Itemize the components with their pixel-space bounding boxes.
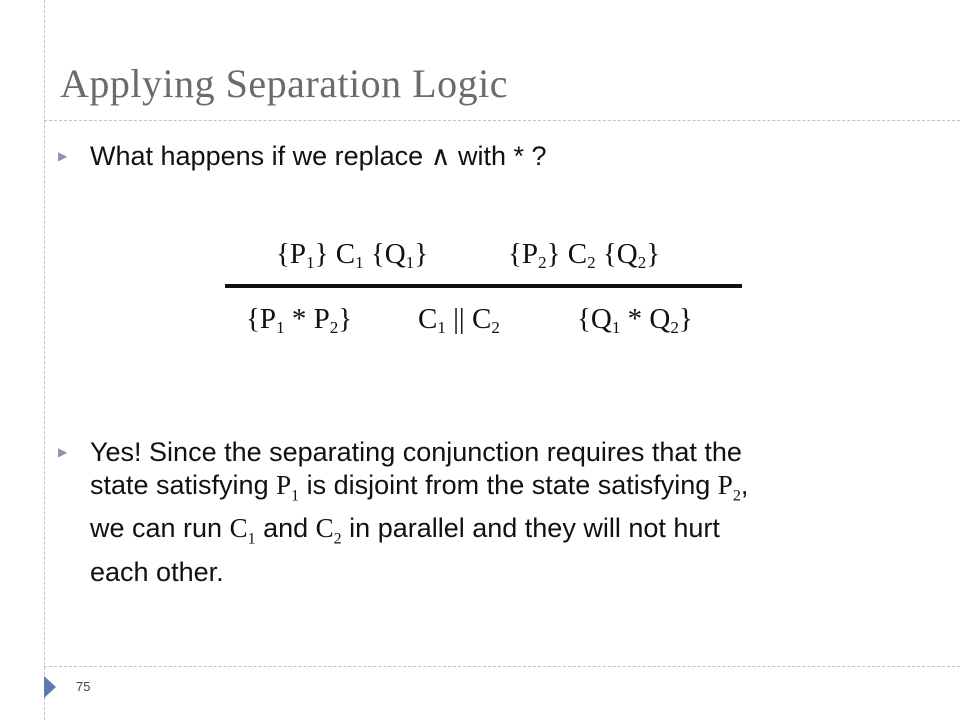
bullet-1-text-before: What happens if we replace: [90, 141, 431, 171]
premise-2: $\{P_2\}$ $C_2$ $\{Q_2\}$: [508, 238, 661, 272]
footer-divider: [44, 666, 960, 667]
triangle-bullet-icon: ▶: [58, 149, 68, 163]
conclusion-pre: $\{P_1 * P_2\}$: [246, 303, 353, 337]
title-divider: [44, 120, 960, 121]
bullet-1-text-after: with * ?: [450, 141, 547, 171]
slide-title: Applying Separation Logic: [60, 61, 508, 106]
bullet-2-text: [90, 436, 930, 589]
inference-rule-line: [225, 284, 742, 288]
triangle-bullet-icon: ▶: [58, 445, 68, 459]
bullet-2-line-3: we can run $C_1$ and $C_2$ in parallel and they will not hurt: [90, 513, 720, 548]
and-symbol: ∧: [430, 141, 451, 171]
bullet-2-line-2: state satisfying $P_1$ is disjoint from the state satisfying $P_2$,: [90, 470, 749, 505]
conclusion-command: $C_1$ || $C_2$: [418, 303, 500, 337]
bullet-1-text: [90, 140, 547, 173]
vertical-guide-line: [44, 0, 45, 720]
corner-triangle-icon: [44, 676, 56, 698]
page-number: 75: [76, 679, 91, 694]
bullet-2-line-1: Yes! Since the separating conjunction requires that the: [90, 437, 742, 467]
bullet-2-line-4: each other.: [90, 556, 224, 587]
premise-1: $\{P_1\}$ $C_1$ $\{Q_1\}$: [276, 238, 429, 272]
conclusion-post: $\{Q_1 * Q_2\}$: [577, 303, 693, 337]
